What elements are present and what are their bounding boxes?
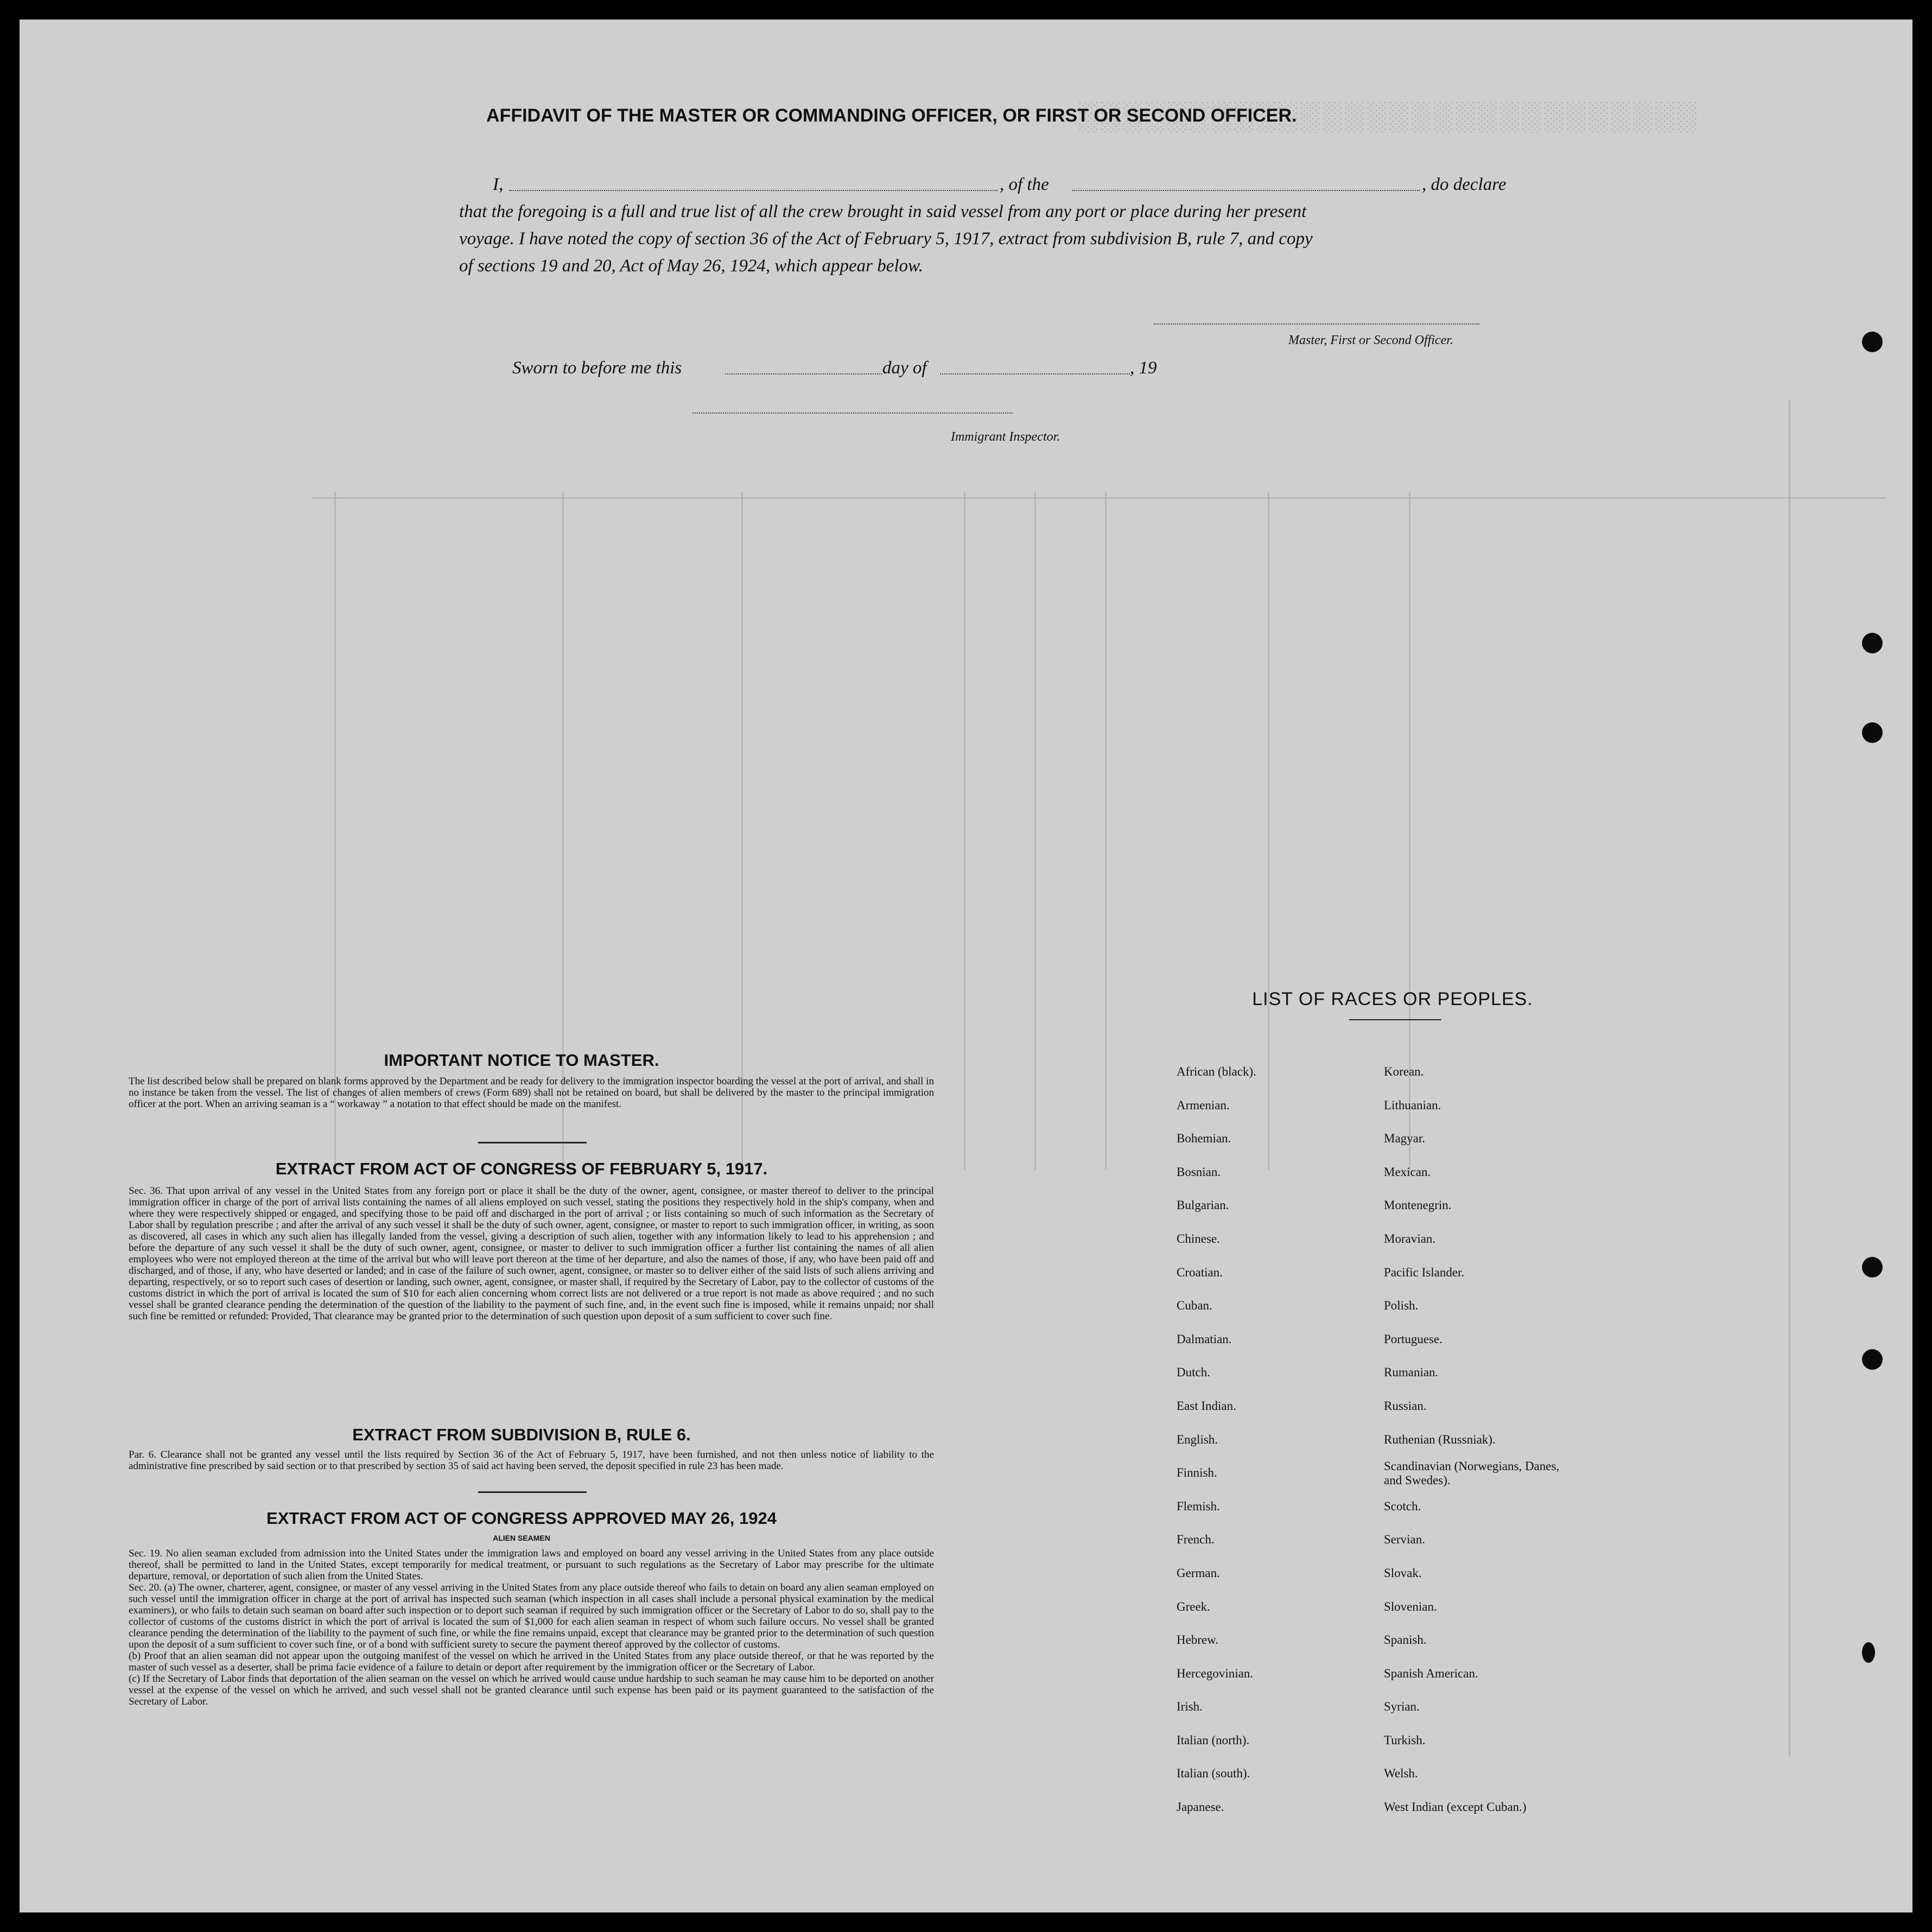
affidavit-line-4: of sections 19 and 20, Act of May 26, 1924, which appear below.: [459, 256, 923, 276]
day-of-text: day of: [882, 358, 927, 378]
notice-paragraph: The list described below shall be prepared on blank forms approved by the Department and be ready for delivery to the immigration inspector boarding the vessel at the port of arrival, and shall in no instance be taken from the vessel. The list of changes of alien members of crews (Form 689) shall not be retained on board, but shall be delivered by the master to the principal immigration officer at the port. When an arriving seaman is a “ workaway ” a notation to that effect should be made on the manifest.: [129, 1076, 934, 1110]
race-item: Rumanian.: [1384, 1365, 1439, 1380]
sworn-day-blank: [725, 373, 882, 374]
race-item: Hercegovinian.: [1177, 1666, 1254, 1680]
subdivision-text: [109, 1449, 934, 1472]
race-item: Lithuanian.: [1384, 1098, 1441, 1112]
races-right-column: [1384, 1055, 1666, 1824]
binder-hole: [1862, 1257, 1883, 1278]
affidavit-i: I,: [493, 175, 504, 194]
sec-36-paragraph: Sec. 36. That upon arrival of any vessel in the United States from any foreign port or place it shall be the duty of the owner, agent, consignee, or master thereof to deliver to the principal immigration officer in charge of the port of arrival lists containing the names of all aliens employed on such vessel, stating the positions they respectively hold in the ship's company, when and where they were respectively shipped or engaged, and specifying those to be paid off and discharged in the port of arrival ; or lists containing so much of such information as the Secretary of Labor shall by regulation prescribe ; and after the arrival of any such vessel it shall be the duty of such owner, agent, consignee, or master to report to such immigration officer, in writing, as soon as discovered, all cases in which any such alien has illegally landed from the vessel, giving a description of such alien, together with any information likely to lead to his apprehension ; and before the departure of any such vessel it shall be the duty of such owner, agent, consignee, or master to deliver to such immigration officer a further list containing the names of all alien employees who were not employed thereon at the time of the arrival but who will leave port thereon at the time of her departure, and also the names of those, if any, who have been paid off and discharged, and of those, if any, who have deserted or landed; and in case of the failure of such owner, agent, consignee, or master so to deliver either of the said lists of such aliens arriving and departing, respectively, or so to report such cases of desertion or landing, such owner, agent, consignee, or master shall, if required by the Secretary of Labor, pay to the collector of customs of the customs district in which the port of arrival is located the sum of $10 for each alien concerning whom correct lists are not delivered or a true report is not made as above required ; and no such vessel shall be granted clearance pending the determination of the question of the liability to the payment of such fine, and, in the event such fine is imposed, while it remains unpaid; nor shall such fine be remitted or refunded: Provided, That clearance may be granted prior to the determination of such question upon deposit of a sum sufficient to cover such fine.: [129, 1185, 934, 1322]
race-item: Cuban.: [1177, 1299, 1212, 1313]
binder-hole: [1862, 722, 1883, 743]
affidavit-line-3: voyage. I have noted the copy of section 36 of the Act of February 5, 1917, extract from subdivision B, rule 7, and copy: [459, 229, 1313, 249]
race-item: German.: [1177, 1566, 1220, 1580]
race-item: Syrian.: [1384, 1700, 1420, 1714]
document-page: [20, 20, 1912, 1912]
races-divider: [1349, 1019, 1441, 1020]
race-item: Italian (south).: [1177, 1766, 1250, 1781]
sworn-text: Sworn to before me this: [512, 358, 682, 378]
races-left-column: [1177, 1055, 1372, 1824]
section-divider: [478, 1142, 587, 1143]
race-item: Mexican.: [1384, 1165, 1431, 1179]
race-item: Bulgarian.: [1177, 1198, 1229, 1212]
race-item: Dalmatian.: [1177, 1332, 1232, 1346]
notice-text: [109, 1076, 934, 1110]
race-item: Scandinavian (Norwegians, Danes, and Swedes).: [1384, 1459, 1560, 1488]
sec-20c-paragraph: (c) If the Secretary of Labor finds that deportation of the alien seaman on the vessel on which he arrived would cause undue hardship to such seaman he may cause him to be deported on another vessel at the expense of the vessel on which he arrived, and such vessel shall not be granted clearance until such expense has been paid or its payment guaranteed to the satisfaction of the Secretary of Labor.: [129, 1673, 934, 1707]
race-item: Italian (north).: [1177, 1733, 1250, 1747]
bleed-through-column: [1105, 492, 1107, 1170]
notice-title: IMPORTANT NOTICE TO MASTER.: [384, 1051, 659, 1070]
section-divider: [478, 1491, 587, 1493]
race-item: Welsh.: [1384, 1766, 1418, 1781]
subdivision-title: EXTRACT FROM SUBDIVISION B, RULE 6.: [352, 1425, 691, 1444]
binder-hole: [1862, 1349, 1883, 1370]
race-item: Portuguese.: [1384, 1332, 1442, 1346]
name-blank: [509, 190, 997, 191]
sworn-month-blank: [940, 373, 1130, 374]
race-item: African (black).: [1177, 1065, 1256, 1078]
race-item: Servian.: [1384, 1533, 1426, 1547]
race-item: French.: [1177, 1533, 1215, 1547]
extract-1917-title: EXTRACT FROM ACT OF CONGRESS OF FEBRUARY 5, 1917.: [275, 1159, 768, 1178]
year-text: , 19: [1130, 358, 1157, 378]
bleed-through-column: [1789, 399, 1790, 1756]
race-item: Scotch.: [1384, 1499, 1421, 1513]
extract-1924-title: EXTRACT FROM ACT OF CONGRESS APPROVED MAY 26, 1924: [266, 1509, 777, 1528]
race-item: Korean.: [1384, 1065, 1424, 1078]
sec-19-paragraph: Sec. 19. No alien seaman excluded from admission into the United States under the immigration laws and employed on board any vessel arriving in the United States from any place outside thereof, shall be permitted to land in the United States, except temporarily for medical treatment, or pursuant to such regulations as the Secretary of Labor may prescribe for the ultimate departure, removal, or deportation of such alien from the United States.: [129, 1548, 934, 1582]
race-item: Bohemian.: [1177, 1132, 1231, 1146]
race-item: Russian.: [1384, 1399, 1427, 1413]
race-item: Slovenian.: [1384, 1599, 1437, 1613]
race-item: Polish.: [1384, 1299, 1419, 1313]
affidavit-declare: , do declare: [1422, 175, 1507, 194]
bleed-through-heading: ░░░░░░░░░░░░░░░░░░░░░░░░░░░░: [1078, 100, 1699, 132]
extract-1917-text: [109, 1185, 934, 1322]
binder-hole: [1862, 1642, 1875, 1663]
race-item: Dutch.: [1177, 1365, 1210, 1380]
race-item: Finnish.: [1177, 1466, 1217, 1480]
bleed-through-column: [964, 492, 965, 1170]
race-item: Magyar.: [1384, 1132, 1426, 1146]
race-item: Japanese.: [1177, 1800, 1224, 1814]
race-item: West Indian (except Cuban.): [1384, 1800, 1527, 1814]
race-item: Turkish.: [1384, 1733, 1426, 1747]
race-item: Slovak.: [1384, 1566, 1422, 1580]
bleed-through-rule: [313, 497, 1886, 499]
race-item: Chinese.: [1177, 1231, 1220, 1245]
race-item: Greek.: [1177, 1599, 1210, 1613]
race-item: English.: [1177, 1432, 1218, 1446]
race-item: Ruthenian (Russniak).: [1384, 1432, 1496, 1446]
sec-20a-paragraph: Sec. 20. (a) The owner, charterer, agent, consignee, or master of any vessel arriving in the United States from any place outside thereof who fails to detain on board any alien seaman employed on such vessel until the immigration officer in charge at the port of arrival has inspected such seaman (which inspection in all cases shall include a personal physical examination by the medical examiners), or who fails to detain such seaman on board after such inspection or to deport such seaman if required by such immigration officer or the Secretary of Labor to do so, shall pay to the collector of customs of the customs district in which the port of arrival is located the sum of $1,000 for each alien seaman in respect of whom such failure occurs. No vessel shall be granted clearance pending the determination of the liability to the payment of such fine, or while the fine remains unpaid, except that clearance may be granted prior to the determination of such question upon the deposit of a sum sufficient to cover such fine, or of a bond with sufficient surety to secure the payment thereof approved by the collector of customs.: [129, 1582, 934, 1650]
race-item: Moravian.: [1384, 1231, 1436, 1245]
race-item: Armenian.: [1177, 1098, 1230, 1112]
master-label: Master, First or Second Officer.: [1288, 333, 1453, 347]
vessel-blank: [1072, 190, 1420, 191]
sec-20b-paragraph: (b) Proof that an alien seaman did not appear upon the outgoing manifest of the vessel on which he arrived in the United States from any place outside thereof, or that he was reported by the master of such vessel as a deserter, shall be prima facie evidence of a failure to detain or deport after requirement by the immigration officer or the Secretary of Labor.: [129, 1650, 934, 1673]
race-item: Spanish.: [1384, 1633, 1427, 1647]
race-item: Montenegrin.: [1384, 1198, 1452, 1212]
alien-seamen-subtitle: ALIEN SEAMEN: [493, 1534, 550, 1542]
race-item: Flemish.: [1177, 1499, 1220, 1513]
races-title: LIST OF RACES OR PEOPLES.: [1252, 989, 1533, 1009]
race-item: Irish.: [1177, 1700, 1203, 1714]
race-item: Pacific Islander.: [1384, 1265, 1465, 1279]
race-item: East Indian.: [1177, 1399, 1236, 1413]
race-item: Bosnian.: [1177, 1165, 1221, 1179]
race-item: Hebrew.: [1177, 1633, 1219, 1647]
inspector-signature-line: [692, 412, 1013, 414]
affidavit-line-2: that the foregoing is a full and true list of all the crew brought in said vessel from any port or place during her present: [459, 202, 1307, 221]
binder-hole: [1862, 633, 1883, 653]
race-item: Croatian.: [1177, 1265, 1223, 1279]
master-signature-line: [1154, 323, 1479, 325]
extract-1924-text: [109, 1548, 934, 1707]
par-6-paragraph: Par. 6. Clearance shall not be granted any vessel until the lists required by Section 36 of the Act of February 5, 1917, have been furnished, and not then unless notice of liability to the administrative fine prescribed by said section or to that prescribed by section 35 of said act having been served, the deposit specified in rule 23 has been made.: [129, 1449, 934, 1472]
affidavit-of-the: , of the: [1000, 175, 1049, 194]
affidavit-title: AFFIDAVIT OF THE MASTER OR COMMANDING OFFICER, OR FIRST OR SECOND OFFICER.: [486, 105, 1297, 126]
race-item: Spanish American.: [1384, 1666, 1478, 1680]
inspector-label: Immigrant Inspector.: [951, 430, 1060, 444]
bleed-through-column: [1034, 492, 1036, 1170]
binder-hole: [1862, 332, 1883, 352]
